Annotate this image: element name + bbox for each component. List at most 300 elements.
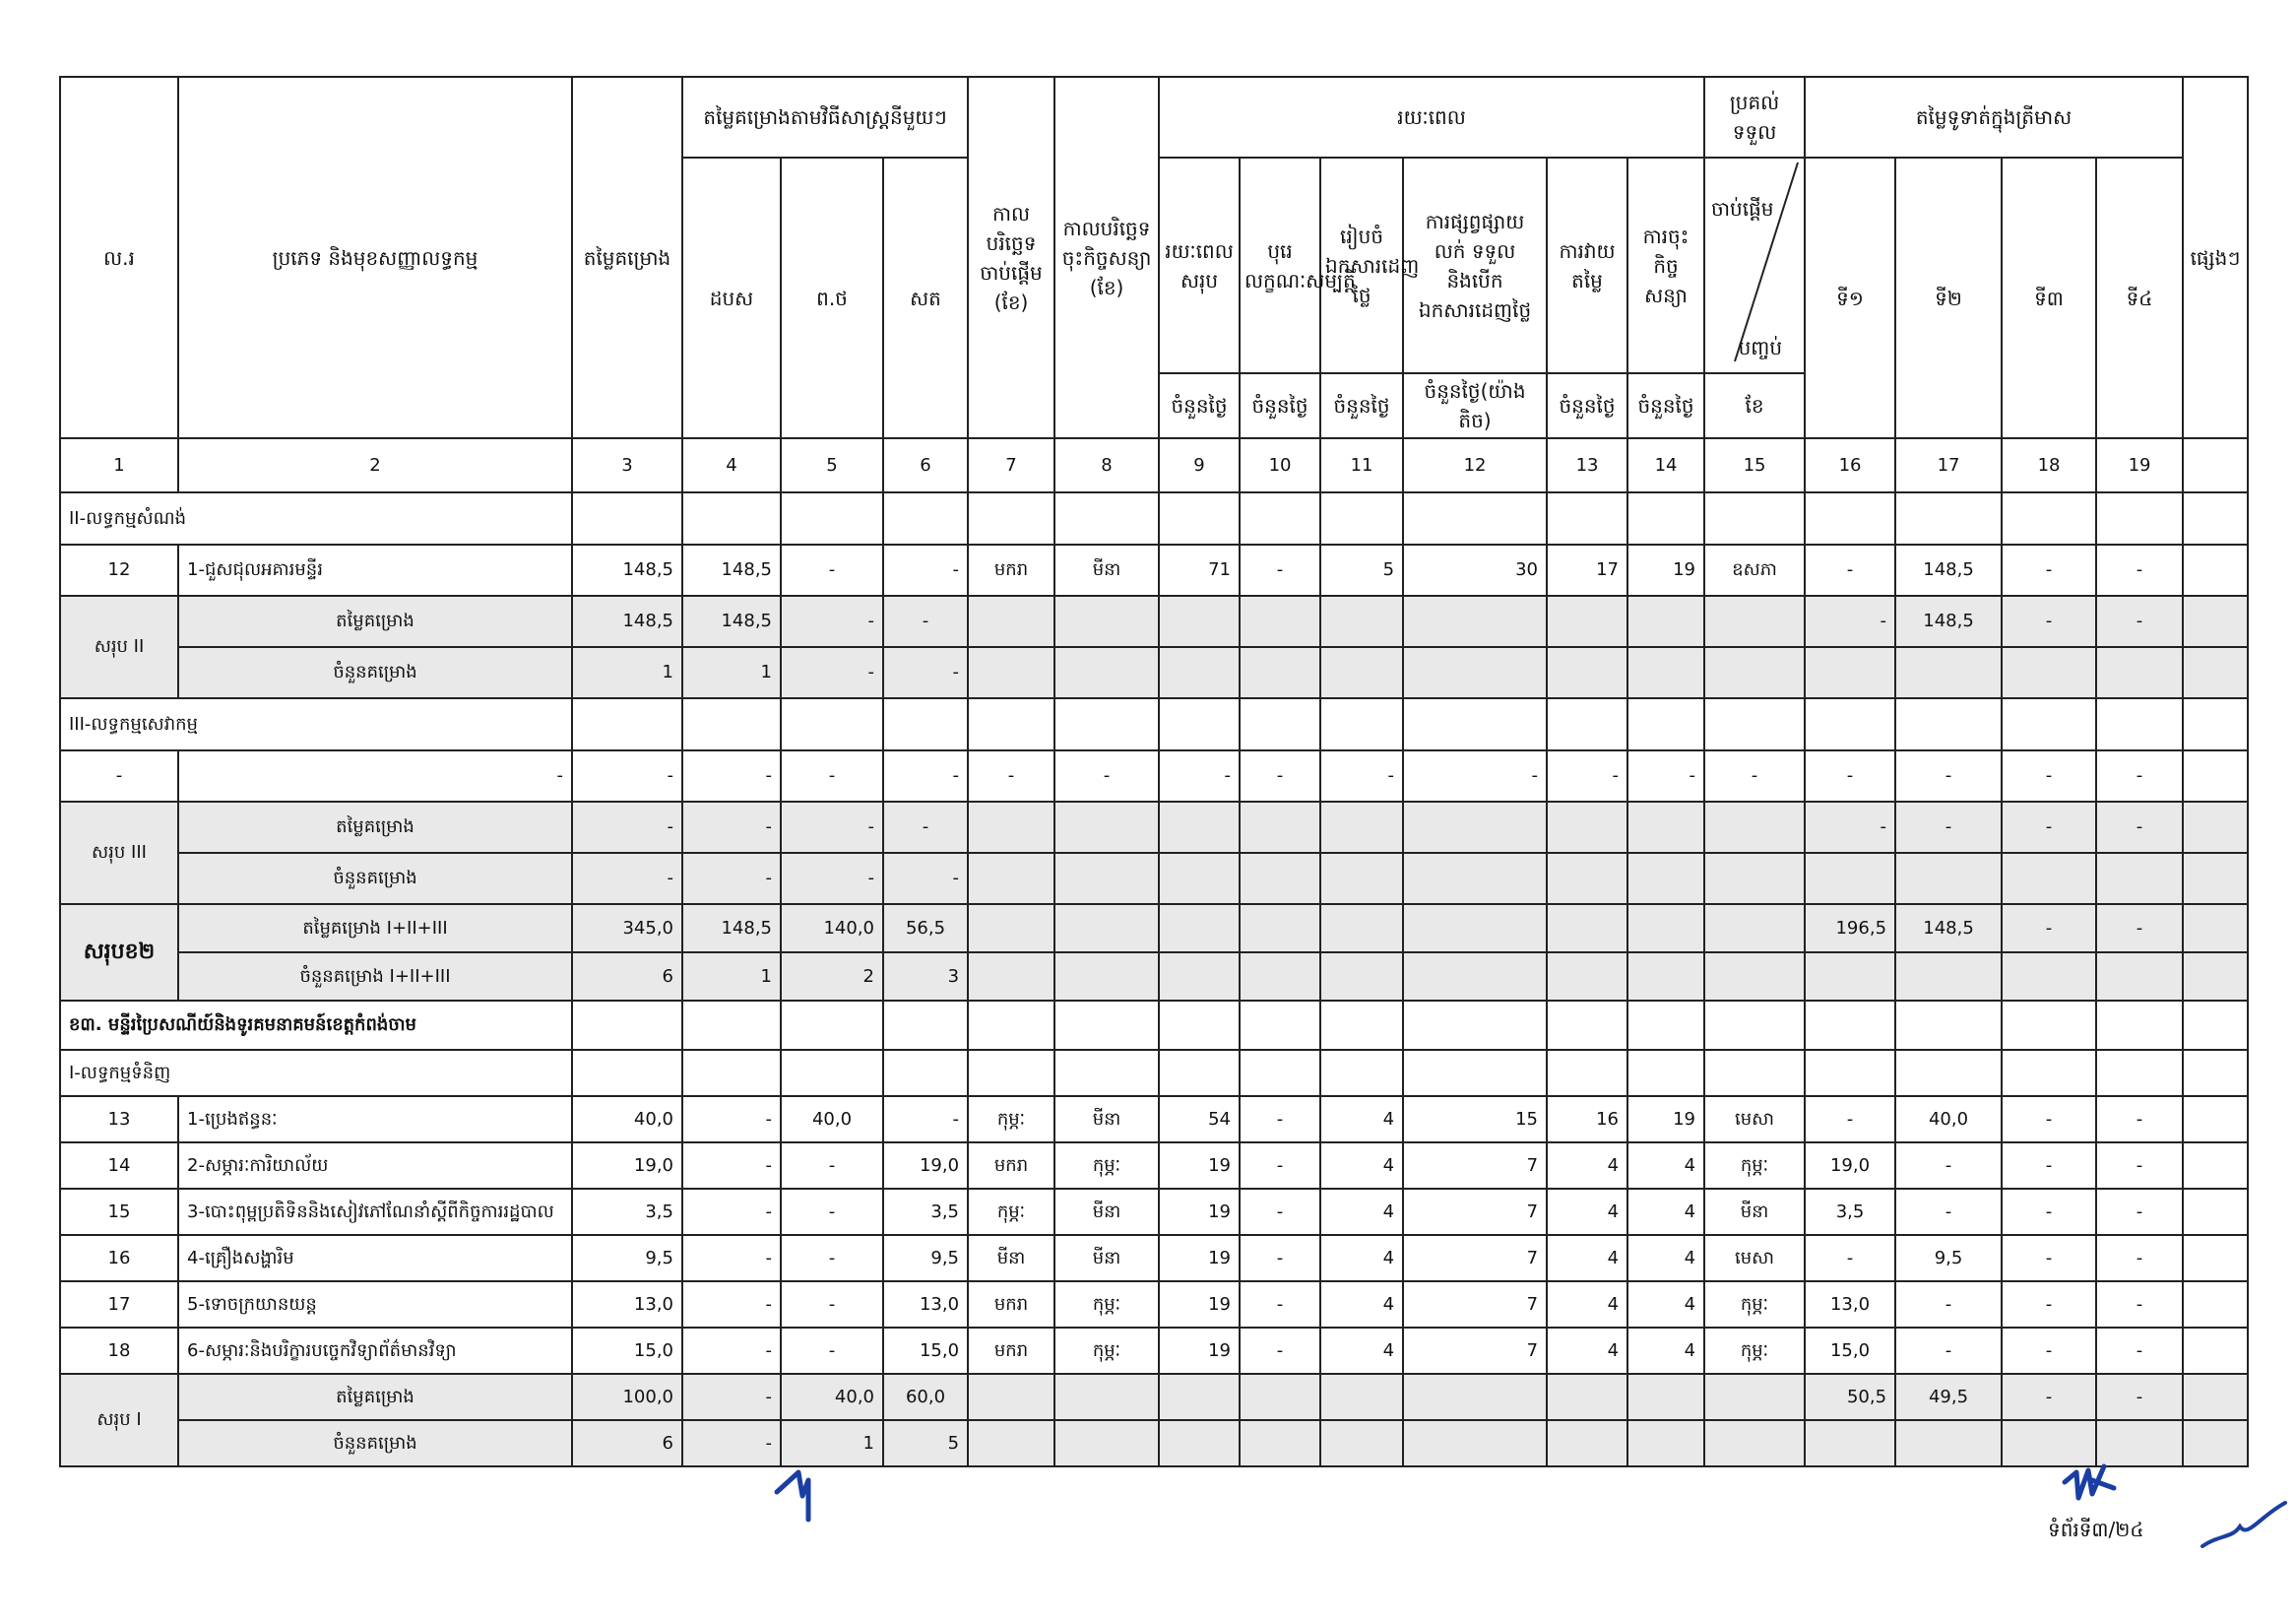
cell-deliv: កុម្ភៈ [1704,1328,1805,1374]
empty-cell [968,853,1054,904]
section-row [60,698,2248,750]
subtotal-value-label: តម្លៃគម្រោង [178,1374,572,1420]
cell-d11: 4 [1320,1189,1403,1235]
header-src3: សត [883,158,968,438]
empty-cell [1895,1420,2002,1466]
header-other: ផ្សេងៗ [2183,77,2248,438]
col-number: 9 [1159,438,1240,492]
cell-q3: - [2002,545,2096,596]
subtotal-row [60,802,2248,853]
empty-cell [572,698,682,750]
empty-cell [1547,1050,1627,1096]
cell-c: 3,5 [883,1189,968,1235]
cell-q3: - [2002,1189,2096,1235]
cell-q1: - [1805,545,1895,596]
cell-d13: 4 [1547,1189,1627,1235]
table-row [60,1328,2248,1374]
cell-q3: - [2002,1281,2096,1328]
cell-q2: 9,5 [1895,1235,2002,1281]
empty-cell [1805,1001,1895,1050]
subtotal-count: 6 [572,1420,682,1466]
row-no: 15 [60,1189,178,1235]
empty-cell [1240,492,1320,545]
empty-cell [1403,1420,1547,1466]
empty-cell [2183,952,2248,1001]
cell-other [2183,1328,2248,1374]
empty-cell [572,1050,682,1096]
subtotal-est: 345,0 [572,904,682,952]
empty-cell [2096,647,2183,698]
cell-start: មករា [968,1328,1054,1374]
cell-q1: 19,0 [1805,1142,1895,1189]
empty-cell [2183,1374,2248,1420]
header-q2: ទី២ [1895,158,2002,438]
subtotal-count-b: - [781,647,883,698]
cell-d11: 4 [1320,1281,1403,1328]
cell-q1: 3,5 [1805,1189,1895,1235]
empty-cell [2183,904,2248,952]
row-item-name: - [178,750,572,802]
procurement-table [59,76,2249,1467]
col-number: 1 [60,438,178,492]
cell-d10: - [1240,1142,1320,1189]
subtotal-count-row [60,1420,2248,1466]
page-number: ទំព័រទី៣/២៤ [2048,1518,2144,1541]
empty-cell [1240,1001,1320,1050]
row-no: 12 [60,545,178,596]
subtotal-count-label: ចំនួនគម្រោង I+II+III [178,952,572,1001]
subtotal-count-c: - [883,853,968,904]
empty-cell [1320,698,1403,750]
empty-cell [2183,1001,2248,1050]
cell-contract: មីនា [1054,1096,1159,1142]
cell-c: 15,0 [883,1328,968,1374]
empty-cell [1627,802,1704,853]
cell-contract: កុម្ភៈ [1054,1142,1159,1189]
cell-est: 15,0 [572,1328,682,1374]
subtotal-c: 60,0 [883,1374,968,1420]
empty-cell [1895,1001,2002,1050]
cell-q3: - [2002,750,2096,802]
cell-d12: - [1403,750,1547,802]
empty-cell [1704,952,1805,1001]
cell-q3: - [2002,1328,2096,1374]
cell-start: កុម្ភៈ [968,1189,1054,1235]
empty-cell [1159,904,1240,952]
cell-d11: 5 [1320,545,1403,596]
unit-days: ចំនួនថ្ងៃ [1547,373,1627,438]
empty-cell [1403,904,1547,952]
cell-q4: - [2096,545,2183,596]
cell-other [2183,545,2248,596]
subtotal-est: 148,5 [572,596,682,647]
subtotal-q1: 50,5 [1805,1374,1895,1420]
empty-cell [1547,647,1627,698]
subtotal-b: 40,0 [781,1374,883,1420]
empty-cell [2183,698,2248,750]
cell-d14: - [1627,750,1704,802]
cell-a: - [682,1328,781,1374]
empty-cell [682,698,781,750]
section-row [60,492,2248,545]
cell-other [2183,1281,2248,1328]
empty-cell [1159,952,1240,1001]
subtotal-a: 148,5 [682,596,781,647]
col-number: 8 [1054,438,1159,492]
empty-cell [2183,492,2248,545]
cell-d9: 71 [1159,545,1240,596]
subtotal-count-b: 1 [781,1420,883,1466]
col-number: 7 [968,438,1054,492]
col-number: 15 [1704,438,1805,492]
empty-cell [1547,802,1627,853]
header-delivery-end: បញ្ចប់ [1738,336,1783,359]
cell-start: មករា [968,1281,1054,1328]
empty-cell [1320,952,1403,1001]
subtotal-b: - [781,596,883,647]
empty-cell [682,492,781,545]
subtotal-a: 148,5 [682,904,781,952]
row-item-name: 1-ប្រេងឥន្ធនៈ [178,1096,572,1142]
table-row [60,1096,2248,1142]
cell-other [2183,750,2248,802]
empty-cell [2002,1420,2096,1466]
table-row [60,1281,2248,1328]
header-delivery-start-end [1704,158,1805,373]
subtotal-count-c: 3 [883,952,968,1001]
cell-start: មករា [968,545,1054,596]
signature-mark [2200,1497,2289,1556]
empty-cell [1240,596,1320,647]
column-number-row [60,438,2248,492]
header-prepare: រៀបចំឯកសារដេញថ្លៃ [1320,158,1403,373]
empty-cell [1805,698,1895,750]
cell-b: - [781,1281,883,1328]
table-row [60,1142,2248,1189]
section-title: III-លទ្ធកម្មសេវាកម្ម [60,698,572,750]
empty-cell [1159,802,1240,853]
empty-cell [1159,1420,1240,1466]
empty-cell [1704,492,1805,545]
empty-cell [1895,853,2002,904]
cell-est: 148,5 [572,545,682,596]
empty-cell [2183,802,2248,853]
cell-d13: - [1547,750,1627,802]
empty-cell [1403,698,1547,750]
empty-cell [1895,1050,2002,1096]
cell-other [2183,1235,2248,1281]
cell-d12: 15 [1403,1096,1547,1142]
empty-cell [1547,952,1627,1001]
empty-cell [1159,853,1240,904]
col-number: 11 [1320,438,1403,492]
cell-d11: 4 [1320,1142,1403,1189]
empty-cell [1805,853,1895,904]
empty-cell [1895,952,2002,1001]
empty-cell [1805,647,1895,698]
cell-d13: 17 [1547,545,1627,596]
cell-d9: 19 [1159,1142,1240,1189]
cell-q2: - [1895,1328,2002,1374]
col-number: 17 [1895,438,2002,492]
section-title: ខ៣. មន្ទីរប្រៃសណីយ៍និងទូរគមនាគមន៍ខេត្តកំពង់ចាម [60,1001,572,1050]
subtotal-count-c: 5 [883,1420,968,1466]
empty-cell [1320,904,1403,952]
empty-cell [1159,1001,1240,1050]
cell-d12: 30 [1403,545,1547,596]
subtotal-q2: 148,5 [1895,596,2002,647]
empty-cell [2096,698,2183,750]
section-title: II-លទ្ធកម្មសំណង់ [60,492,572,545]
cell-c: - [883,545,968,596]
empty-cell [1159,596,1240,647]
subtotal-count-a: - [682,1420,781,1466]
empty-cell [1240,1050,1320,1096]
subtotal-q1: - [1805,596,1895,647]
empty-cell [2096,1420,2183,1466]
subtotal-row [60,904,2248,952]
cell-b: - [781,1142,883,1189]
cell-d12: 7 [1403,1189,1547,1235]
empty-cell [682,1050,781,1096]
subtotal-count-a: - [682,853,781,904]
subtotal-q4: - [2096,802,2183,853]
subtotal-row [60,1374,2248,1420]
cell-q2: - [1895,1281,2002,1328]
empty-cell [1547,904,1627,952]
empty-cell [2096,853,2183,904]
header-type: ប្រភេទ និងមុខសញ្ញាលទ្ធកម្ម [178,77,572,438]
col-number: 18 [2002,438,2096,492]
header-total-duration: រយៈពេលសរុប [1159,158,1240,373]
cell-d14: 19 [1627,1096,1704,1142]
empty-cell [1320,492,1403,545]
header-start-month: កាលបរិច្ឆេទចាប់ផ្តើម (ខែ) [968,77,1054,438]
empty-cell [1704,853,1805,904]
header-estimate: តម្លៃគម្រោង [572,77,682,438]
cell-b: 40,0 [781,1096,883,1142]
cell-a: - [682,750,781,802]
empty-cell [1159,647,1240,698]
cell-d9: 19 [1159,1189,1240,1235]
empty-cell [1320,1374,1403,1420]
unit-days: ចំនួនថ្ងៃ [1320,373,1403,438]
subtotal-count-label: ចំនួនគម្រោង [178,853,572,904]
section-title: I-លទ្ធកម្មទំនិញ [60,1050,572,1096]
header-publish: ការផ្សព្វផ្សាយ លក់ ទទួល និងបើកឯកសារដេញថ្លៃ [1403,158,1547,373]
cell-b: - [781,750,883,802]
empty-cell [1403,1374,1547,1420]
subtotal-label: សរុប III [60,802,178,904]
empty-cell [1704,802,1805,853]
empty-cell [1627,647,1704,698]
empty-cell [1320,1050,1403,1096]
empty-cell [1159,698,1240,750]
subtotal-c: - [883,596,968,647]
empty-cell [1547,492,1627,545]
cell-contract: មីនា [1054,1189,1159,1235]
cell-q1: - [1805,1096,1895,1142]
header-src1: ដបស [682,158,781,438]
cell-d11: 4 [1320,1096,1403,1142]
subtotal-value-label: តម្លៃគម្រោង [178,802,572,853]
empty-cell [1895,698,2002,750]
cell-a: - [682,1189,781,1235]
empty-cell [2096,1001,2183,1050]
col-number: 10 [1240,438,1320,492]
section-row [60,1001,2248,1050]
cell-q4: - [2096,1096,2183,1142]
subtotal-label: សរុប II [60,596,178,698]
empty-cell [1627,1374,1704,1420]
subtotal-c: 56,5 [883,904,968,952]
cell-contract: កុម្ភៈ [1054,1328,1159,1374]
cell-d14: 4 [1627,1189,1704,1235]
cell-deliv: កុម្ភៈ [1704,1281,1805,1328]
empty-cell [1895,492,2002,545]
cell-q2: - [1895,1189,2002,1235]
row-no: 16 [60,1235,178,1281]
empty-cell [2183,853,2248,904]
empty-cell [1547,1374,1627,1420]
empty-cell [1054,647,1159,698]
col-number: 16 [1805,438,1895,492]
empty-cell [1403,492,1547,545]
subtotal-q4: - [2096,904,2183,952]
cell-d10: - [1240,1328,1320,1374]
cell-contract: - [1054,750,1159,802]
empty-cell [1054,853,1159,904]
cell-q2: - [1895,750,2002,802]
subtotal-label: សរុបខ២ [60,904,178,1001]
subtotal-value-label: តម្លៃគម្រោង I+II+III [178,904,572,952]
cell-start: កុម្ភៈ [968,1096,1054,1142]
cell-contract: មីនា [1054,545,1159,596]
table-row [60,750,2248,802]
table-row [60,1235,2248,1281]
empty-cell [1403,1001,1547,1050]
subtotal-count-c: - [883,647,968,698]
empty-cell [1547,1001,1627,1050]
header-delivery-start: ចាប់ផ្តើម [1711,197,1774,221]
cell-d10: - [1240,750,1320,802]
empty-cell [1627,853,1704,904]
unit-days: ចំនួនថ្ងៃ [1627,373,1704,438]
cell-est: - [572,750,682,802]
cell-d9: 19 [1159,1328,1240,1374]
header-evaluate: ការវាយតម្លៃ [1547,158,1627,373]
col-number: 12 [1403,438,1547,492]
empty-cell [1704,1050,1805,1096]
empty-cell [1627,1001,1704,1050]
unit-days-min: ចំនួនថ្ងៃ(យ៉ាងតិច) [1403,373,1547,438]
unit-month: ខែ [1704,373,1805,438]
empty-cell [2096,1050,2183,1096]
cell-c: - [883,1096,968,1142]
empty-cell [1403,1050,1547,1096]
col-number: 4 [682,438,781,492]
cell-d12: 7 [1403,1281,1547,1328]
unit-days: ចំនួនថ្ងៃ [1240,373,1320,438]
empty-cell [1403,952,1547,1001]
header-quarter-payment: តម្លៃទូទាត់ក្នុងត្រីមាស [1805,77,2183,158]
empty-cell [1320,1001,1403,1050]
cell-d13: 16 [1547,1096,1627,1142]
empty-cell [2183,647,2248,698]
empty-cell [1320,802,1403,853]
empty-cell [883,492,968,545]
cell-q2: 148,5 [1895,545,2002,596]
empty-cell [968,596,1054,647]
empty-cell [968,1050,1054,1096]
subtotal-q3: - [2002,1374,2096,1420]
empty-cell [1805,1420,1895,1466]
subtotal-q3: - [2002,904,2096,952]
cell-contract: មីនា [1054,1235,1159,1281]
empty-cell [1240,698,1320,750]
cell-b: - [781,545,883,596]
empty-cell [781,698,883,750]
empty-cell [2183,596,2248,647]
empty-cell [1240,1420,1320,1466]
cell-d13: 4 [1547,1142,1627,1189]
table-body [60,492,2248,1466]
empty-cell [968,952,1054,1001]
empty-cell [1159,1374,1240,1420]
cell-a: - [682,1096,781,1142]
subtotal-count-label: ចំនួនគម្រោង [178,1420,572,1466]
empty-cell [2183,1420,2248,1466]
cell-d13: 4 [1547,1281,1627,1328]
col-number-blank [2183,438,2248,492]
row-no: 18 [60,1328,178,1374]
cell-d10: - [1240,1235,1320,1281]
empty-cell [1320,1420,1403,1466]
cell-q4: - [2096,1142,2183,1189]
subtotal-q2: 148,5 [1895,904,2002,952]
empty-cell [2002,853,2096,904]
subtotal-q3: - [2002,802,2096,853]
cell-d13: 4 [1547,1328,1627,1374]
cell-d12: 7 [1403,1328,1547,1374]
empty-cell [1704,904,1805,952]
table-row [60,1189,2248,1235]
empty-cell [2002,698,2096,750]
subtotal-count-b: - [781,853,883,904]
row-no: 17 [60,1281,178,1328]
subtotal-q2: 49,5 [1895,1374,2002,1420]
empty-cell [2002,492,2096,545]
empty-cell [1805,1050,1895,1096]
cell-d10: - [1240,545,1320,596]
empty-cell [572,492,682,545]
cell-q3: - [2002,1096,2096,1142]
subtotal-est: 100,0 [572,1374,682,1420]
empty-cell [1054,596,1159,647]
cell-a: - [682,1142,781,1189]
row-item-name: 4-គ្រឿងសង្ហារិម [178,1235,572,1281]
empty-cell [1704,647,1805,698]
empty-cell [968,904,1054,952]
subtotal-b: 140,0 [781,904,883,952]
empty-cell [1240,802,1320,853]
empty-cell [1054,904,1159,952]
empty-cell [1240,647,1320,698]
cell-b: - [781,1189,883,1235]
subtotal-q2: - [1895,802,2002,853]
unit-days: ចំនួនថ្ងៃ [1159,373,1240,438]
cell-d12: 7 [1403,1142,1547,1189]
